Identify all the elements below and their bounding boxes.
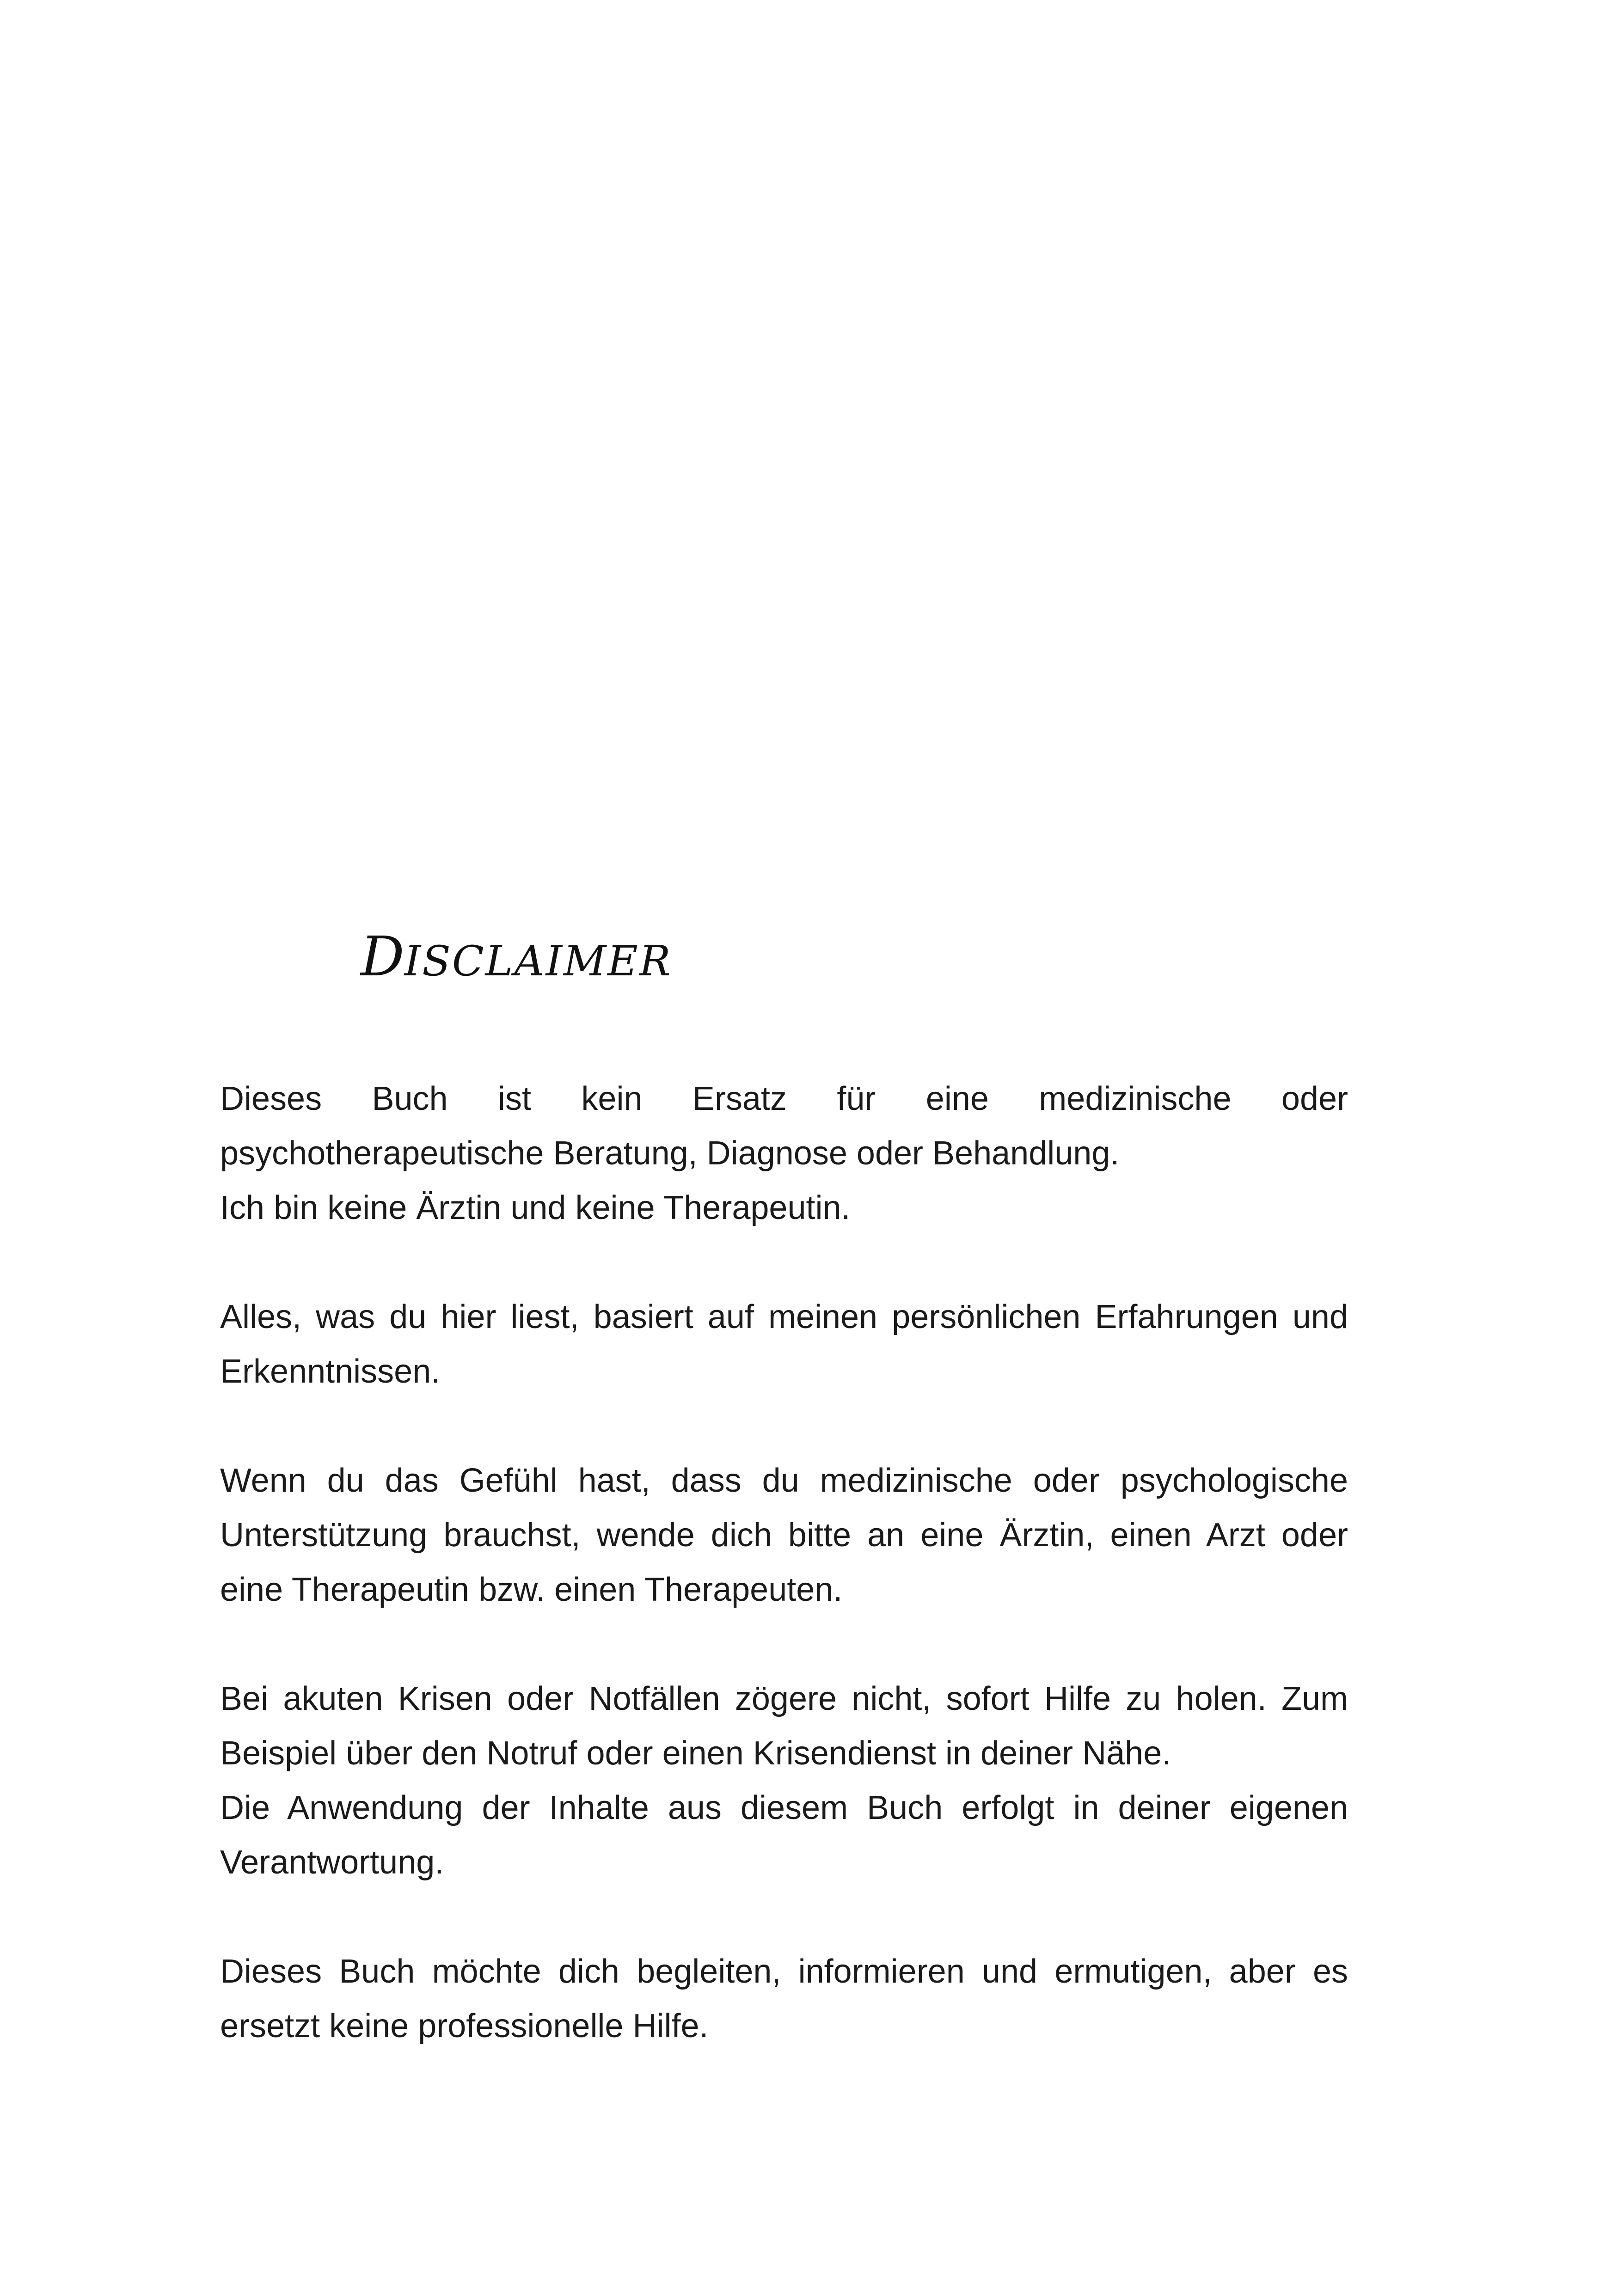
disclaimer-body: [220, 1071, 1348, 2053]
paragraph-emergencies: [220, 1671, 1348, 1890]
paragraph-not-a-substitute: [220, 1071, 1348, 1235]
text-line: Dieses Buch möchte dich begleiten, informieren und ermutigen, aber es: [220, 1953, 1348, 1990]
title-first-letter: D: [361, 925, 404, 988]
text-line: Alles, was du hier liest, basiert auf meinen persönlichen Erfahrungen und: [220, 1298, 1348, 1335]
text-line: Dieses Buch ist kein Ersatz für eine medizinische oder: [220, 1080, 1348, 1117]
page-title: [361, 925, 672, 988]
text-line: Beispiel über den Notruf oder einen Krisendienst in deiner Nähe.: [220, 1735, 1171, 1772]
text-line: eine Therapeutin bzw. einen Therapeuten.: [220, 1571, 843, 1608]
text-line: Erkenntnissen.: [220, 1353, 441, 1390]
text-line: Wenn du das Gefühl hast, dass du medizinische oder psychologische: [220, 1462, 1348, 1499]
paragraph-purpose: [220, 1944, 1348, 2053]
text-line: psychotherapeutische Beratung, Diagnose oder Behandlung.: [220, 1135, 1120, 1172]
text-line: Bei akuten Krisen oder Notfällen zögere nicht, sofort Hilfe zu holen. Zum: [220, 1680, 1348, 1717]
text-line: Unterstützung brauchst, wende dich bitte an eine Ärztin, einen Arzt oder: [220, 1517, 1348, 1554]
text-line: ersetzt keine professionelle Hilfe.: [220, 2008, 709, 2045]
text-line: Ich bin keine Ärztin und keine Therapeutin.: [220, 1189, 851, 1226]
text-line: Verantwortung.: [220, 1844, 444, 1881]
text-line: Die Anwendung der Inhalte aus diesem Buch erfolgt in deiner eigenen: [220, 1789, 1348, 1826]
paragraph-seek-support: [220, 1453, 1348, 1617]
paragraph-personal-experience: [220, 1290, 1348, 1399]
title-rest: ISCLAIMER: [404, 937, 672, 986]
